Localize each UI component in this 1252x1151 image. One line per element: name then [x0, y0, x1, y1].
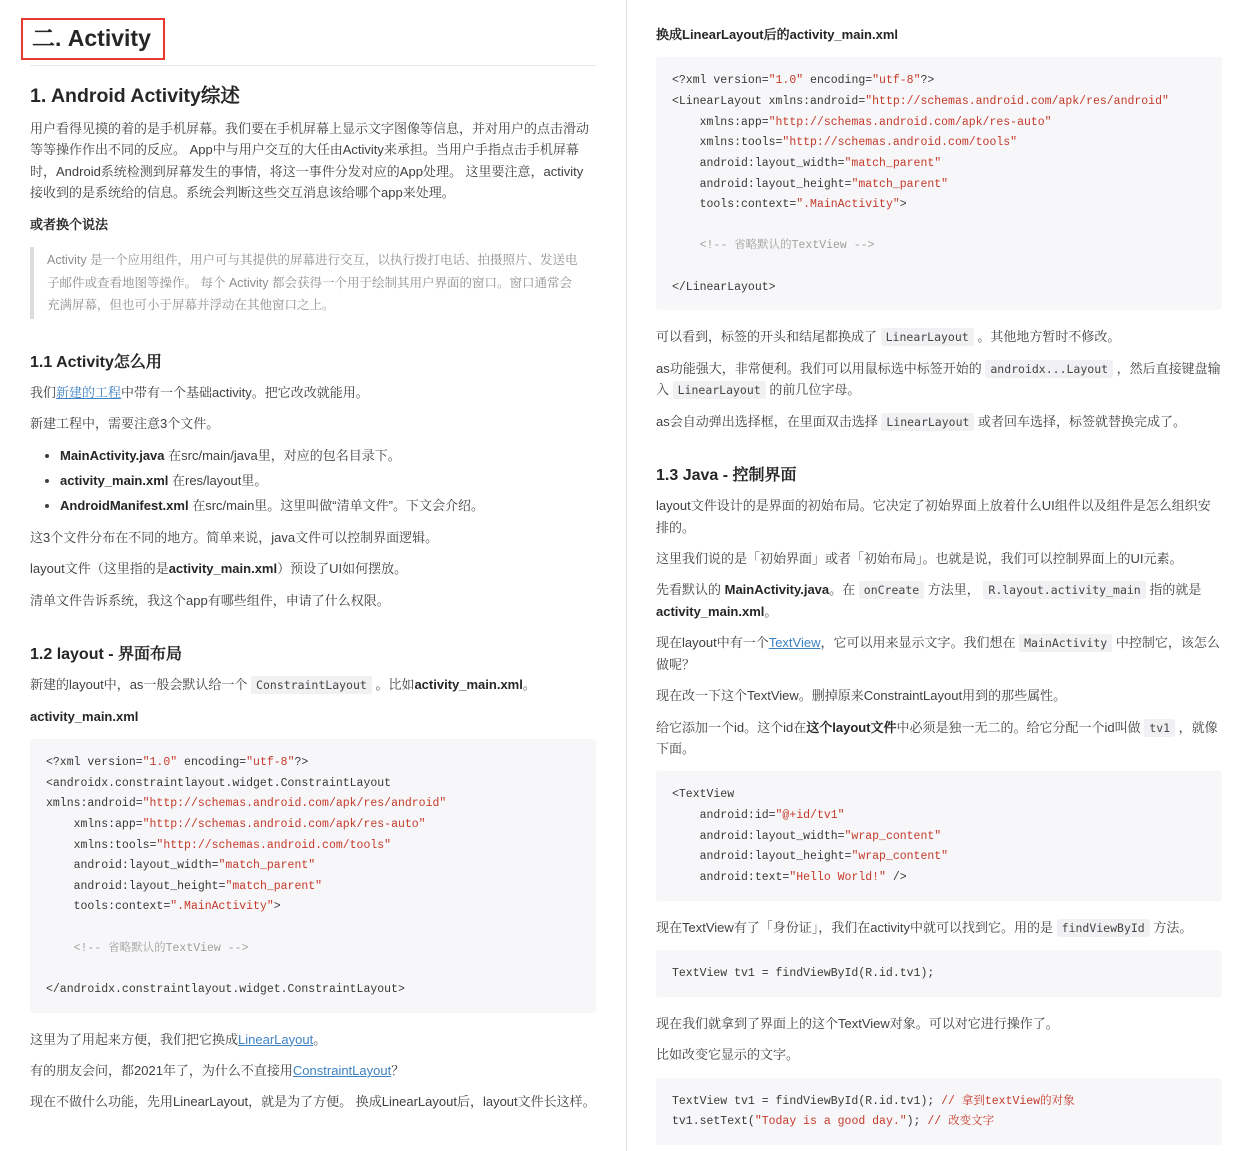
paragraph [656, 1013, 1222, 1034]
inline-code: LinearLayout [881, 413, 974, 431]
code-token: </androidx.constraintlayout.widget.ConstraintLayout> [46, 982, 405, 996]
code-token: "http://schemas.android.com/tools" [156, 838, 392, 852]
code-token: <!-- 省略默认的TextView --> [73, 941, 249, 955]
bullet-list [30, 445, 596, 517]
code-token: "Hello World!" [789, 870, 886, 884]
text-run: ，然后直接键盘输入 [656, 360, 1221, 398]
code-token: xmlns:app= [46, 817, 143, 831]
code-line [46, 859, 315, 872]
code-token: encoding= [803, 74, 873, 88]
text-run: 或者回车选择，标签就替换完成了。 [974, 413, 1187, 429]
paragraph [656, 1044, 1222, 1065]
code-token: android:id= [672, 809, 776, 823]
paragraph [30, 1091, 596, 1112]
text-run: 。 [764, 603, 778, 619]
paragraph [30, 382, 596, 403]
code-token: "1.0" [768, 74, 804, 88]
section-heading: 1.3 Java - 控制界面 [656, 467, 797, 485]
code-token: tv1.setText( [672, 1115, 755, 1129]
bold-text: MainActivity.java [60, 447, 165, 463]
code-line [46, 942, 248, 955]
text-run: ，就像下面。 [656, 719, 1218, 756]
paragraph [30, 118, 596, 204]
paragraph [656, 24, 1222, 45]
inline-code: onCreate [859, 581, 924, 599]
code-token: "http://schemas.android.com/tools" [782, 136, 1018, 150]
code-line [46, 756, 308, 769]
paragraph [30, 413, 596, 434]
code-line [672, 1095, 1075, 1108]
bold-text: activity_main.xml [168, 561, 278, 577]
inline-code: R.layout.activity_main [983, 581, 1145, 599]
code-line [672, 178, 948, 191]
code-token: "match_parent" [225, 879, 323, 893]
bold-text: activity_main.xml [60, 472, 169, 488]
code-token: "@+id/tv1" [775, 809, 845, 823]
text-run: 。其他地方暂时不修改。 [973, 329, 1121, 345]
code-line [672, 788, 734, 801]
paragraph [30, 674, 596, 695]
inline-code: MainActivity [1019, 634, 1112, 652]
code-line [46, 983, 405, 996]
text-run: 中控制它，该怎么做呢？ [656, 635, 1220, 672]
text-run: 可以看到，标签的开头和结尾都换成了 [656, 329, 881, 345]
text-run: 。 [313, 1031, 327, 1047]
text-run: 这里为了用起来方便，我们把它换成 [30, 1031, 239, 1047]
code-content [46, 756, 446, 996]
code-line [672, 830, 941, 843]
inline-code: findViewById [1057, 919, 1150, 937]
text-run: 。 [522, 677, 536, 693]
code-token: ?> [294, 756, 309, 770]
text-run: as会自动弹出选择框，在里面双击选择 [656, 413, 882, 429]
code-block [656, 950, 1222, 997]
text-run: 现在改一下这个TextView。删掉原来ConstraintLayout用到的那些属性。 [656, 688, 1067, 704]
code-line [672, 281, 776, 294]
text-run: 这3个文件分布在不同的地方。简单来说，java文件可以控制界面逻辑。 [30, 529, 439, 545]
code-token: "wrap_content" [851, 850, 949, 864]
code-token: <androidx.constraintlayout.widget.ConstraintLayout [46, 776, 392, 790]
blockquote [30, 247, 594, 319]
code-line [672, 239, 874, 252]
code-token: <!-- 省略默认的TextView --> [699, 239, 875, 253]
paragraph [30, 558, 596, 579]
code-token: > [899, 198, 907, 212]
text-run: 中必须是独一无二的。给它分配一个id叫做 [896, 719, 1145, 735]
code-token: xmlns:tools= [46, 838, 157, 852]
code-token: ?> [920, 74, 935, 88]
text-run: 先看默认的 [656, 582, 725, 598]
code-token: encoding= [177, 756, 247, 770]
code-token: "utf-8" [246, 756, 295, 770]
text-run: 新建的layout中，as一般会默认给一个 [30, 677, 252, 693]
code-content [672, 967, 934, 980]
code-token: "1.0" [142, 756, 178, 770]
code-token: > [273, 900, 281, 914]
code-line [672, 850, 948, 863]
inline-link[interactable]: 新建的工程 [56, 384, 122, 400]
code-token: android:layout_width= [672, 156, 845, 170]
code-token: android:layout_height= [672, 177, 852, 191]
code-content [672, 1095, 1075, 1129]
code-token: android:layout_width= [46, 859, 219, 873]
paragraph [656, 717, 1222, 760]
code-line [672, 967, 934, 980]
code-token: TextView tv1 = findViewById(R.id.tv1); [672, 1094, 942, 1108]
paragraph [30, 706, 596, 727]
paragraph [656, 579, 1222, 622]
code-line [46, 839, 391, 852]
code-token: xmlns:app= [672, 115, 769, 129]
inline-link[interactable]: TextView [768, 635, 821, 651]
code-token: "match_parent" [844, 156, 942, 170]
text-run: ，它可以用来显示文字。我们想在 [820, 635, 1020, 651]
paragraph [30, 1060, 596, 1081]
code-line [672, 95, 1169, 108]
inline-code: LinearLayout [881, 328, 974, 346]
text-run: 给它添加一个id。这个id在 [656, 719, 807, 735]
code-line [46, 797, 446, 810]
text-run: 在src/main里。这里叫做“清单文件”。下文会介绍。 [188, 497, 484, 513]
code-token: android:layout_height= [672, 850, 852, 864]
code-token: // 拿到textView的对象 [941, 1094, 1075, 1108]
code-token: "wrap_content" [844, 829, 942, 843]
text-run: 中带有一个基础activity。把它改改就能用。 [121, 384, 369, 400]
code-content [672, 74, 1169, 293]
code-line [46, 777, 391, 790]
text-run: ）预设了UI如何摆放。 [277, 561, 408, 577]
code-block [30, 739, 596, 1013]
paragraph [30, 527, 596, 548]
paragraph [656, 632, 1222, 675]
page-title [30, 18, 596, 66]
inline-code: ConstraintLayout [251, 676, 372, 694]
bold-text: activity_main.xml [414, 677, 523, 693]
code-line [672, 116, 1052, 129]
text-run: 方法里， [924, 582, 984, 598]
bold-text: 或者换个说法 [30, 216, 109, 232]
text-run: 指的就是 [1145, 582, 1202, 598]
bold-text: 换成LinearLayout后的activity_main.xml [656, 27, 899, 42]
code-block [656, 771, 1222, 900]
code-block [656, 57, 1222, 310]
inline-code: androidx...Layout [985, 360, 1113, 378]
text-run: 。比如 [371, 677, 415, 693]
code-token [672, 239, 700, 252]
text-run: layout文件设计的是界面的初始布局。它决定了初始界面上放着什么UI组件以及组件是怎么组织安排的。 [656, 498, 1211, 535]
code-line [672, 136, 1017, 149]
code-token: <?xml version= [672, 74, 769, 88]
bold-text: 这个layout文件 [806, 719, 897, 735]
paragraph [656, 326, 1222, 347]
code-token: "Today is a good day." [754, 1115, 907, 1129]
code-line [672, 74, 934, 87]
code-token: android:text= [672, 870, 790, 884]
paragraph [30, 214, 596, 235]
code-token: xmlns:tools= [672, 136, 783, 150]
code-line [46, 880, 322, 893]
code-line [672, 157, 941, 170]
inline-code: LinearLayout [673, 381, 766, 399]
section-heading: 1.1 Activity怎么用 [30, 353, 162, 371]
code-token: "http://schemas.android.com/apk/res-auto" [142, 817, 426, 831]
text-run: 比如改变它显示的文字。 [656, 1047, 800, 1063]
title-annotation-box: 二. Activity [21, 18, 165, 60]
text-run: 现在不做什么功能，先用LinearLayout，就是为了方便。 换成LinearLayout后，layout文件长这样。 [30, 1094, 596, 1110]
text-run: 这里我们说的是「初始界面」或者「初始布局」。也就是说，我们可以控制界面上的UI元素。 [656, 550, 1183, 566]
text-run: 现在layout中有一个 [656, 635, 769, 651]
code-token: ".MainActivity" [170, 900, 274, 914]
code-token: xmlns:android= [46, 797, 143, 811]
code-token: <LinearLayout xmlns:android= [672, 95, 866, 109]
list-item [60, 495, 596, 517]
text-run: 现在TextView有了「身份证」，我们在activity中就可以找到它。用的是 [656, 919, 1057, 935]
paragraph [656, 411, 1222, 432]
text-run: 有的朋友会问，都2021年了，为什么不直接用 [30, 1062, 293, 1078]
paragraph [656, 495, 1222, 538]
text-run: 现在我们就拿到了界面上的这个TextView对象。可以对它进行操作了。 [656, 1015, 1059, 1031]
text-run: 在res/layout里。 [168, 472, 268, 488]
text-run: layout文件（这里指的是 [30, 561, 169, 577]
list-item [60, 445, 596, 467]
code-token: ); [906, 1115, 928, 1129]
code-line [672, 809, 845, 822]
text-run: 我们 [30, 384, 57, 400]
code-token: android:layout_height= [46, 879, 226, 893]
code-token: "http://schemas.android.com/apk/res/android" [865, 95, 1169, 109]
code-line [672, 871, 907, 884]
code-token: "utf-8" [872, 74, 921, 88]
paragraph [30, 590, 596, 611]
text-run: 在src/main/java里，对应的包名目录下。 [164, 447, 401, 463]
bold-text: AndroidManifest.xml [60, 497, 189, 513]
inline-link[interactable]: ConstraintLayout [292, 1062, 392, 1078]
code-token: <?xml version= [46, 756, 143, 770]
text-run: ？ [391, 1062, 405, 1078]
bold-text: MainActivity.java [724, 582, 830, 598]
code-token: ".MainActivity" [796, 198, 900, 212]
bold-text: activity_main.xml [30, 708, 139, 724]
section-heading: 1.2 layout - 界面布局 [30, 646, 183, 664]
code-line [672, 198, 907, 211]
section-heading: 1. Android Activity综述 [30, 85, 240, 107]
code-token: /> [885, 870, 907, 884]
paragraph [656, 685, 1222, 706]
code-token: "http://schemas.android.com/apk/res-auto" [768, 115, 1052, 129]
code-token: "http://schemas.android.com/apk/res/android" [142, 797, 447, 811]
code-token: tools:context= [46, 900, 171, 914]
text-run: 清单文件告诉系统，我这个app有哪些组件，申请了什么权限。 [30, 592, 390, 608]
text-run: Activity 是一个应用组件，用户可与其提供的屏幕进行交互，以执行拨打电话、拍摄照片、发送电子邮件或查看地图等操作。 每个 Activity 都会获得一个用于绘制其用户界面的窗口。窗口通常会充满屏幕，但也可小于屏幕并浮动在其他窗口之上。 [47, 253, 578, 313]
text-run: 用户看得见摸的着的是手机屏幕。我们要在手机屏幕上显示文字图像等信息，并对用户的点击滑动等等操作作出不同的反应。 App中与用户交互的大任由Activity来承担。当用户手指点击手机屏幕时，Android系统检测到屏幕发生的事情，将这一事件分发对应的App处理。 这里要注意，activity接收到的是系统给的信息。系统会判断这些交互消息该给哪个app来处理。 [30, 121, 590, 201]
inline-code: tv1 [1144, 719, 1175, 737]
inline-link[interactable]: LinearLayout [238, 1031, 314, 1047]
code-token: "match_parent" [851, 177, 949, 191]
code-content [672, 788, 948, 884]
paragraph [656, 917, 1222, 938]
right-column [627, 0, 1252, 1151]
paragraph [30, 1029, 596, 1050]
text-run: 方法。 [1149, 919, 1193, 935]
code-token: TextView tv1 = findViewById(R.id.tv1); [672, 967, 935, 980]
text-run: 的前几位字母。 [765, 382, 861, 398]
code-token: tools:context= [672, 198, 797, 212]
code-token [46, 942, 74, 955]
code-token: "match_parent" [218, 859, 316, 873]
text-run: as功能强大，非常便利。我们可以用鼠标选中标签开始的 [656, 360, 986, 376]
code-block [656, 1078, 1222, 1145]
code-line [46, 900, 281, 913]
list-item [60, 470, 596, 492]
text-run: 新建工程中，需要注意3个文件。 [30, 416, 220, 432]
bold-text: activity_main.xml [656, 603, 765, 619]
paragraph [656, 358, 1222, 401]
code-token: </LinearLayout> [672, 280, 776, 294]
text-run: 。在 [829, 582, 859, 598]
code-token: // 改变文字 [927, 1115, 995, 1129]
code-line [46, 818, 426, 831]
code-token: <TextView [672, 788, 735, 802]
code-token: android:layout_width= [672, 829, 845, 843]
paragraph [656, 548, 1222, 569]
code-line [672, 1115, 994, 1128]
